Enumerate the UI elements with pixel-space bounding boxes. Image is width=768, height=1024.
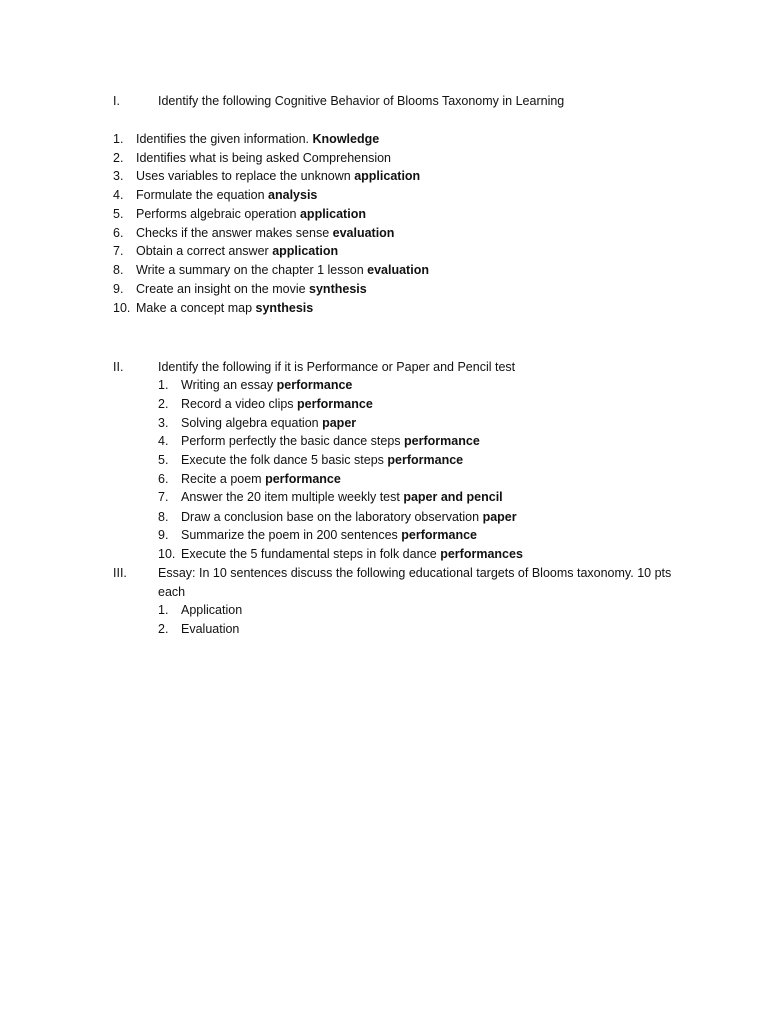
item-text: Execute the 5 fundamental steps in folk dance	[181, 547, 437, 561]
item-number: 5.	[113, 207, 124, 221]
item-number: 6.	[113, 225, 124, 240]
item-text: Solving algebra equation	[181, 415, 319, 430]
item-number: 10.	[113, 300, 131, 315]
section-1-heading-text: Identify the following Cognitive Behavior of Blooms Taxonomy in Learning	[158, 94, 565, 108]
item-text: Answer the 20 item multiple weekly test	[181, 490, 400, 504]
item-number: 4.	[113, 188, 124, 202]
item-answer: performances	[440, 547, 523, 561]
item-text: Write a summary on the chapter 1 lesson	[136, 263, 364, 277]
section-3-numeral: III.	[113, 566, 127, 580]
item-answer: paper	[482, 509, 517, 524]
item-number: 6.	[158, 471, 169, 486]
item-number: 3.	[158, 415, 169, 430]
item-answer: evaluation	[367, 263, 429, 277]
item-answer: performance	[404, 434, 480, 448]
item-answer: application	[354, 169, 421, 183]
item-number: 7.	[158, 490, 169, 504]
item-number: 9.	[158, 528, 169, 542]
item-number: 9.	[113, 281, 124, 296]
item-text: Identifies what is being asked Comprehension	[136, 150, 392, 165]
section-2-heading-text: Identify the following if it is Performance or Paper and Pencil test	[158, 359, 516, 374]
item-number: 5.	[158, 453, 169, 467]
item-answer: performance	[265, 471, 341, 486]
item-answer: performance	[276, 378, 353, 392]
item-answer: synthesis	[309, 281, 367, 296]
item-number: 4.	[158, 434, 169, 448]
section-1-numeral: I.	[113, 94, 120, 108]
item-answer: performance	[387, 453, 464, 467]
item-number: 7.	[113, 244, 124, 258]
item-answer: application	[299, 207, 366, 221]
section-3-heading-text-2: each	[158, 584, 186, 599]
item-answer: synthesis	[255, 300, 314, 315]
item-text: Evaluation	[181, 621, 240, 636]
item-text: Writing an essay	[181, 378, 274, 392]
item-text: Draw a conclusion base on the laboratory observation	[181, 509, 480, 524]
item-number: 8.	[113, 263, 124, 277]
item-answer: application	[272, 244, 339, 258]
item-answer: paper and pencil	[403, 490, 503, 504]
item-text: Execute the folk dance 5 basic steps	[181, 453, 384, 467]
item-number: 2.	[158, 621, 169, 636]
item-text: Summarize the poem in 200 sentences	[181, 528, 398, 542]
item-number: 8.	[158, 509, 169, 524]
item-answer: analysis	[268, 188, 318, 202]
item-answer: evaluation	[332, 225, 395, 240]
item-text: Performs algebraic operation	[136, 207, 297, 221]
item-text: Checks if the answer makes sense	[136, 225, 330, 240]
item-text: Formulate the equation	[136, 188, 265, 202]
item-text: Uses variables to replace the unknown	[136, 169, 351, 183]
item-number: 1.	[113, 132, 124, 146]
item-text: Make a concept map	[136, 300, 253, 315]
section-3-heading-text: Essay: In 10 sentences discuss the following educational targets of Blooms taxonomy. 10 pts	[158, 566, 672, 580]
item-number: 1.	[158, 603, 169, 617]
item-number: 2.	[113, 150, 124, 165]
item-text: Perform perfectly the basic dance steps	[181, 434, 401, 448]
item-answer: paper	[322, 415, 357, 430]
item-answer: Knowledge	[312, 132, 380, 146]
item-text: Application	[181, 603, 243, 617]
section-2-numeral: II.	[113, 359, 124, 374]
item-number: 3.	[113, 169, 124, 183]
item-text: Create an insight on the movie	[136, 281, 306, 296]
item-text: Record a video clips	[181, 397, 294, 411]
item-number: 10.	[158, 547, 176, 561]
item-text: Recite a poem	[181, 471, 262, 486]
item-number: 1.	[158, 378, 169, 392]
item-number: 2.	[158, 397, 169, 411]
item-answer: performance	[297, 397, 373, 411]
item-text: Identifies the given information.	[136, 132, 310, 146]
item-text: Obtain a correct answer	[136, 244, 269, 258]
item-answer: performance	[401, 528, 478, 542]
